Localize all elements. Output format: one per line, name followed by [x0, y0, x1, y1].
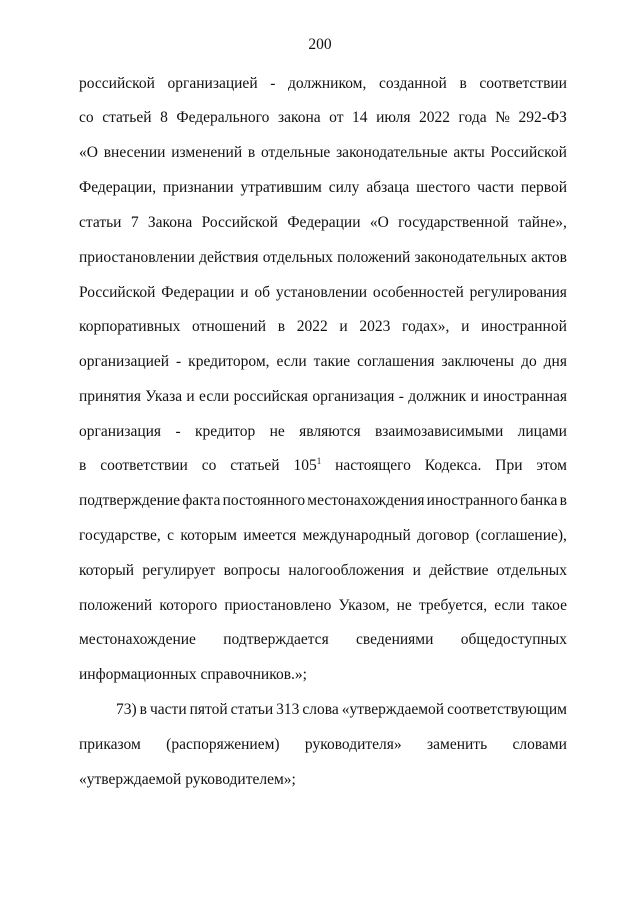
word: утратившим: [240, 179, 322, 196]
word: -: [176, 353, 182, 370]
word: 292-ФЗ: [518, 109, 567, 126]
word: подтверждается: [223, 631, 329, 648]
word: и: [240, 284, 249, 301]
word: в: [247, 144, 256, 161]
text-segment: При: [495, 457, 523, 474]
word: если: [199, 388, 230, 405]
word: постоянного: [222, 492, 306, 509]
word: 2022: [296, 318, 328, 335]
word: организацией: [79, 353, 170, 370]
word: 14: [352, 109, 368, 126]
word: закона: [277, 109, 321, 126]
word: соответствии: [479, 75, 567, 92]
word: в: [139, 701, 147, 718]
text-line: [79, 491, 567, 511]
word: общедоступных: [460, 631, 567, 648]
word: которым: [180, 527, 237, 544]
word: отдельных: [262, 249, 333, 266]
word: и: [186, 388, 195, 405]
word: актов: [531, 249, 567, 266]
word: №: [495, 109, 510, 126]
word: года: [458, 109, 487, 126]
text-line: [79, 283, 567, 303]
word: российская: [233, 388, 308, 405]
word: должник: [408, 388, 467, 405]
word: требуется,: [418, 597, 488, 614]
text-line: [79, 422, 567, 442]
word: и: [461, 318, 470, 335]
word: если: [494, 597, 525, 614]
word: являются: [299, 423, 361, 440]
word: международный: [302, 527, 411, 544]
word: кредитор: [194, 423, 256, 440]
word: Российской: [79, 284, 156, 301]
word: «О: [369, 214, 389, 231]
word: соответствующим: [447, 701, 567, 718]
word: изменений: [171, 144, 243, 161]
word: налогообложения: [288, 562, 405, 579]
word: до: [521, 353, 537, 370]
word: статьи: [79, 214, 122, 231]
text-segment: соответствии: [100, 457, 188, 474]
word: годах»,: [402, 318, 450, 335]
word: шестого: [416, 179, 471, 196]
word: такое: [531, 597, 567, 614]
text-line: [79, 108, 567, 128]
word: банка: [520, 492, 558, 509]
article-reference: $105^1$: [293, 455, 322, 474]
word: силу: [328, 179, 360, 196]
word: действие: [429, 562, 489, 579]
word: корпоративных: [79, 318, 181, 335]
word: установлении: [275, 284, 368, 301]
word: слова: [302, 701, 339, 718]
word: акты: [453, 144, 485, 161]
word: и: [470, 388, 479, 405]
word: регулирования: [469, 284, 567, 301]
word: отдельные: [261, 144, 331, 161]
text-line: [116, 700, 567, 720]
word: части: [477, 179, 514, 196]
word: 2022: [419, 109, 450, 126]
word: приостановлено: [224, 597, 332, 614]
word: принятия: [79, 388, 141, 405]
word: первой: [520, 179, 567, 196]
word: -: [398, 388, 404, 405]
word: признании: [163, 179, 234, 196]
word: подтверждение: [79, 492, 181, 509]
word: 7: [130, 214, 139, 231]
text-segment: в: [79, 457, 87, 474]
text-segment: статьей: [230, 457, 280, 474]
word: особенностей: [372, 284, 464, 301]
word: такие: [313, 353, 351, 370]
word: статьи: [230, 701, 274, 718]
word: взаимозависимыми: [374, 423, 504, 440]
word: факта: [182, 492, 221, 509]
text-line: [79, 178, 567, 198]
word: соглашения: [357, 353, 435, 370]
word: внесении: [103, 144, 166, 161]
word: законодательные: [336, 144, 448, 161]
word: (распоряжением): [166, 736, 280, 753]
word: «утверждаемой: [341, 701, 445, 718]
word: кредитором,: [188, 353, 270, 370]
word: приказом: [79, 736, 141, 753]
word: государственной: [398, 214, 509, 231]
word: организация: [312, 388, 395, 405]
word: Федерального: [176, 109, 270, 126]
word: местонахождение: [79, 631, 196, 648]
word: тайне»,: [517, 214, 567, 231]
word: Указа: [145, 388, 183, 405]
text-segment: со: [201, 457, 217, 474]
text-line: [79, 213, 567, 233]
word: пятой: [189, 701, 228, 718]
word: договор: [417, 527, 470, 544]
text-line: [79, 735, 567, 755]
word: Федерации: [161, 284, 235, 301]
word: положений: [337, 249, 411, 266]
text-segment: этом: [536, 457, 567, 474]
word: заключены: [441, 353, 515, 370]
word: государстве,: [79, 527, 161, 544]
word: от: [329, 109, 344, 126]
word: словами: [512, 736, 567, 753]
word: -: [175, 423, 181, 440]
word: должником,: [288, 75, 367, 92]
text-line: [79, 630, 567, 650]
word: об: [254, 284, 271, 301]
text-line: [79, 596, 567, 616]
word: организацией: [167, 75, 258, 92]
word: отдельных: [496, 562, 567, 579]
word: не: [269, 423, 285, 440]
page-number: 200: [308, 36, 332, 53]
word: абзаца: [366, 179, 410, 196]
text-segment: Кодекса.: [424, 457, 482, 474]
word: вопросы: [223, 562, 281, 579]
word: 73): [116, 701, 137, 718]
word: иностранной: [481, 318, 567, 335]
word: если: [276, 353, 307, 370]
word: со: [79, 109, 94, 126]
word: части: [150, 701, 187, 718]
word: в: [277, 318, 286, 335]
word: организация: [79, 423, 162, 440]
word: Российской: [490, 144, 567, 161]
superscript: 1: [316, 455, 322, 466]
word: дня: [543, 353, 567, 370]
text-line: [79, 143, 567, 163]
word: не: [396, 597, 412, 614]
word: созданной: [378, 75, 447, 92]
word: отношений: [192, 318, 267, 335]
word: Федерации,: [79, 179, 157, 196]
word: действия: [199, 249, 259, 266]
word: с: [167, 527, 174, 544]
word: заменить: [427, 736, 488, 753]
word: «О: [79, 144, 98, 161]
word: которого: [159, 597, 218, 614]
text-line: «утверждаемой руководителем»;: [79, 771, 296, 788]
word: российской: [79, 75, 155, 92]
word: и: [412, 562, 421, 579]
word: статьей: [102, 109, 152, 126]
text-line-with-superscript: [79, 456, 567, 476]
word: руководителя»: [304, 736, 402, 753]
word: в: [559, 492, 567, 509]
word: имеется: [243, 527, 297, 544]
word: местонахождения: [307, 492, 425, 509]
word: Указом,: [338, 597, 390, 614]
word: иностранная: [483, 388, 567, 405]
text-segment: настоящего: [335, 457, 411, 474]
word: 8: [160, 109, 168, 126]
text-line: [79, 387, 567, 407]
word: положений: [79, 597, 153, 614]
word: -: [270, 75, 276, 92]
word: Федерации: [287, 214, 361, 231]
text-line: [79, 561, 567, 581]
word: Закона: [147, 214, 193, 231]
word: (соглашение),: [475, 527, 567, 544]
word: лицами: [517, 423, 567, 440]
word: в: [459, 75, 467, 92]
text-line: [79, 74, 567, 94]
word: июля: [376, 109, 411, 126]
text-line: [79, 317, 567, 337]
word: законодательных: [414, 249, 527, 266]
word: 2023: [359, 318, 391, 335]
word: который: [79, 562, 135, 579]
word: 313: [276, 701, 300, 718]
word: иностранного: [426, 492, 518, 509]
text-line: информационных справочников.»;: [79, 666, 307, 683]
word: и: [339, 318, 348, 335]
text-line: [79, 248, 567, 268]
text-line: [79, 352, 567, 372]
word: приостановлении: [79, 249, 195, 266]
word: регулирует: [142, 562, 216, 579]
word: сведениями: [356, 631, 434, 648]
text-line: [79, 526, 567, 546]
word: Российской: [201, 214, 278, 231]
